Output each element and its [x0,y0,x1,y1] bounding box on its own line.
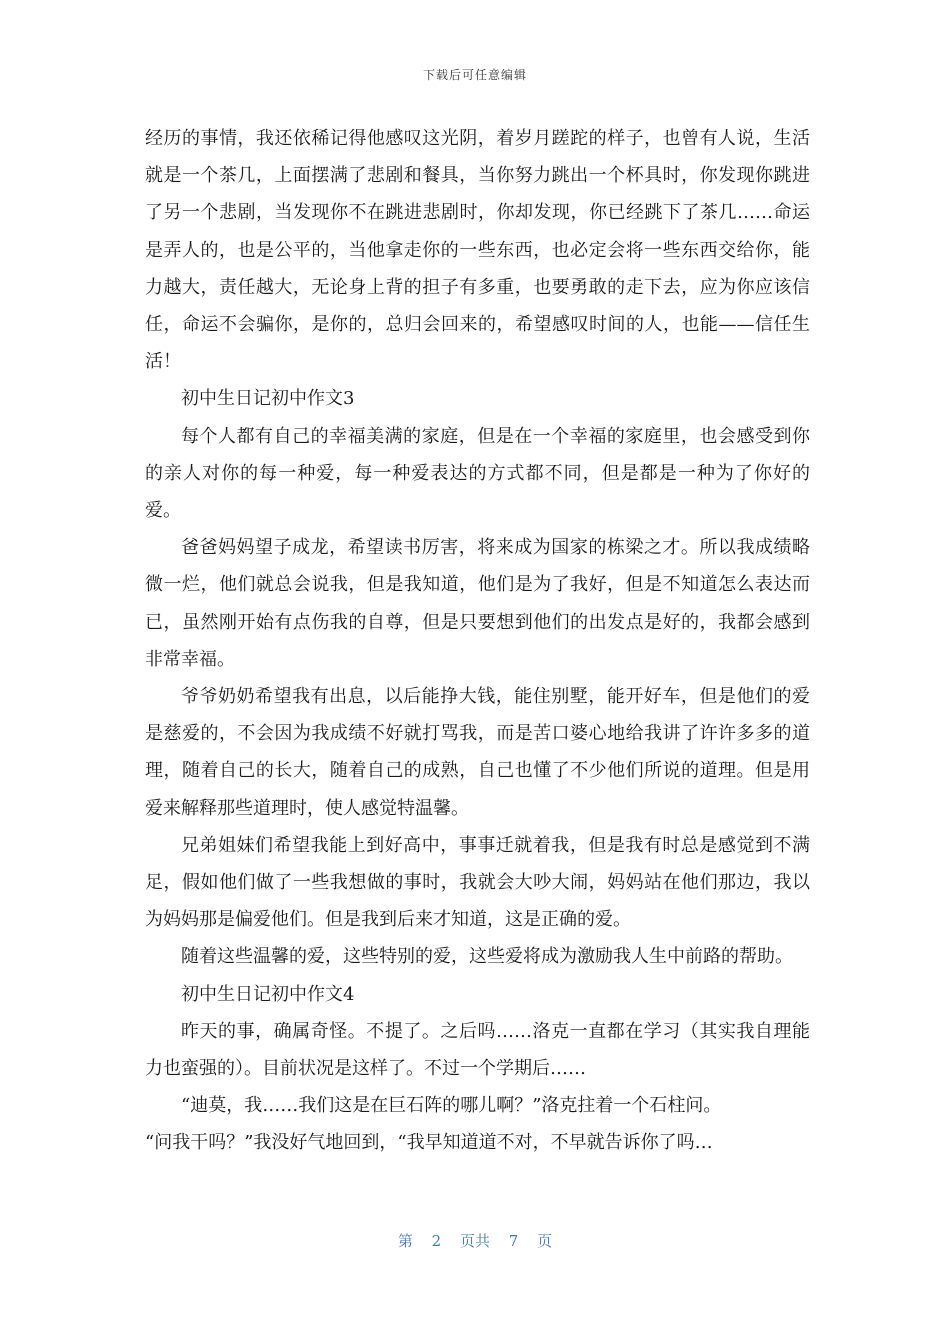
paragraph: 随着这些温馨的爱，这些特别的爱，这些爱将成为激励我人生中前路的帮助。 [181,946,793,968]
paragraph: 兄弟姐妹们希望我能上到好高中，事事迁就着我，但是我有时总是感觉到不满足，假如他们做了一些我想做的事时，我就会大吵大闹，妈妈站在他们那边，我以为妈妈那是偏爱他们。但是我到后来才知道，这是正确的爱。 [145,834,810,931]
section-heading: 初中生日记初中作文4 [181,983,355,1005]
paragraph: 每个人都有自己的幸福美满的家庭，但是在一个幸福的家庭里，也会感受到你的亲人对你的每一种爱，每一种爱表达的方式都不同，但是都是一种为了你好的爱。 [145,425,810,522]
paragraph: 经历的事情，我还依稀记得他感叹这光阴，着岁月蹉跎的样子，也曾有人说，生活就是一个茶几，上面摆满了悲剧和餐具，当你努力跳出一个杯具时，你发现你跳进了另一个悲剧，当发现你不在跳进悲剧时，你却发现，你已经跳下了茶几……命运是弄人的，也是公平的，当他拿走你的一些东西，也必定会将一些东西交给你，能力越大，责任越大，无论身上背的担子有多重，也要勇敢的走下去，应为你应该信任，命运不会骗你，是你的，总归会回来的，希望感叹时间的人，也能——信任生活！ [145,128,810,373]
page-header: 下载后可任意编辑 [422,68,527,82]
page-number-footer: 第 2 页共 7 页 [397,1232,553,1250]
paragraph: 昨天的事，确属奇怪。不提了。之后吗……洛克一直都在学习（其实我自理能力也蛮强的）。目前状况是这样了。不过一个学期后…… [145,1020,810,1080]
paragraph: “问我干吗？”我没好气地回到，“我早知道道不对，不早就告诉你了吗… [145,1132,713,1154]
paragraph: “迪莫，我……我们这是在巨石阵的哪儿啊？”洛克拄着一个石柱问。 [181,1095,722,1117]
paragraph: 爷爷奶奶希望我有出息，以后能挣大钱，能住别墅，能开好车，但是他们的爱是慈爱的，不会因为我成绩不好就打骂我，而是苦口婆心地给我讲了许许多多的道理，随着自己的长大，随着自己的成熟，自己也懂了不少他们所说的道理。但是用爱来解释那些道理时，使人感觉特温馨。 [145,686,810,819]
document-body [145,120,810,1162]
section-heading: 初中生日记初中作文3 [181,388,355,410]
paragraph: 爸爸妈妈望子成龙，希望读书厉害，将来成为国家的栋梁之才。所以我成绩略微一烂，他们就总会说我，但是我知道，他们是为了我好，但是不知道怎么表达而已，虽然刚开始有点伤我的自尊，但是只要想到他们的出发点是好的，我都会感到非常幸福。 [145,537,810,670]
